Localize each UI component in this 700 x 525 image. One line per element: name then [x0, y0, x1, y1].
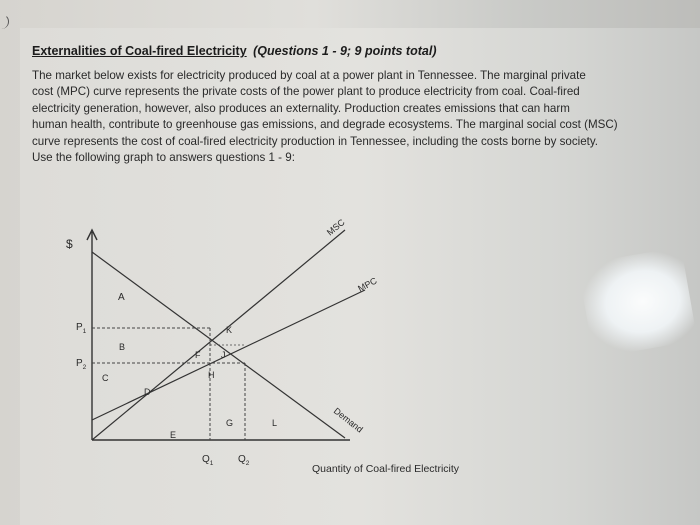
y-axis-label: $ — [66, 237, 73, 251]
p1-label: $P_1$ — [76, 322, 87, 335]
msc-label: MSC — [324, 217, 347, 238]
p2-label: $P_2$ — [76, 358, 87, 371]
msc-curve — [92, 230, 345, 440]
question-title-points: (Questions 1 - 9; 9 points total) — [253, 44, 437, 58]
paragraph-line: Use the following graph to answers questions 1 - 9: — [32, 151, 295, 165]
paragraph-line: curve represents the cost of coal-fired electricity production in Tennessee, including the costs borne by society. — [32, 134, 599, 148]
area-l-label: L — [272, 418, 278, 428]
demand-label: Demand — [331, 405, 365, 435]
area-g-label: G — [226, 418, 234, 428]
paragraph-line: The market below exists for electricity produced by coal at a power plant in Tennessee. The marginal private — [32, 69, 586, 82]
q1-label: $Q_1$ — [202, 454, 214, 467]
mpc-label: MPC — [356, 275, 379, 294]
area-d-label: D — [144, 387, 151, 397]
area-c-label: C — [102, 373, 109, 383]
area-f-label: F — [195, 350, 201, 360]
area-h-label: H — [208, 370, 215, 380]
area-j-label: J — [221, 350, 226, 360]
area-b-label: B — [119, 342, 126, 352]
paragraph-line: human health, contribute to greenhouse gas emissions, and degrade ecosystems. The marginal social cost (MSC) — [32, 118, 618, 132]
area-k-label: K — [226, 325, 233, 335]
question-title-main: Externalities of Coal-fired Electricity — [32, 44, 247, 58]
x-axis-label: Quantity of Coal-fired Electricity — [312, 463, 460, 475]
area-a-label: A — [118, 292, 125, 303]
paragraph-line: electricity generation, however, also produces an externality. Production creates emissions that can harm — [32, 101, 570, 115]
mpc-curve — [92, 290, 365, 420]
paragraph-line: cost (MPC) curve represents the private costs of the power plant to produce electricity from coal. Coal-fired — [32, 85, 580, 99]
area-e-label: E — [170, 430, 177, 440]
q2-label: $Q_2$ — [238, 454, 250, 467]
